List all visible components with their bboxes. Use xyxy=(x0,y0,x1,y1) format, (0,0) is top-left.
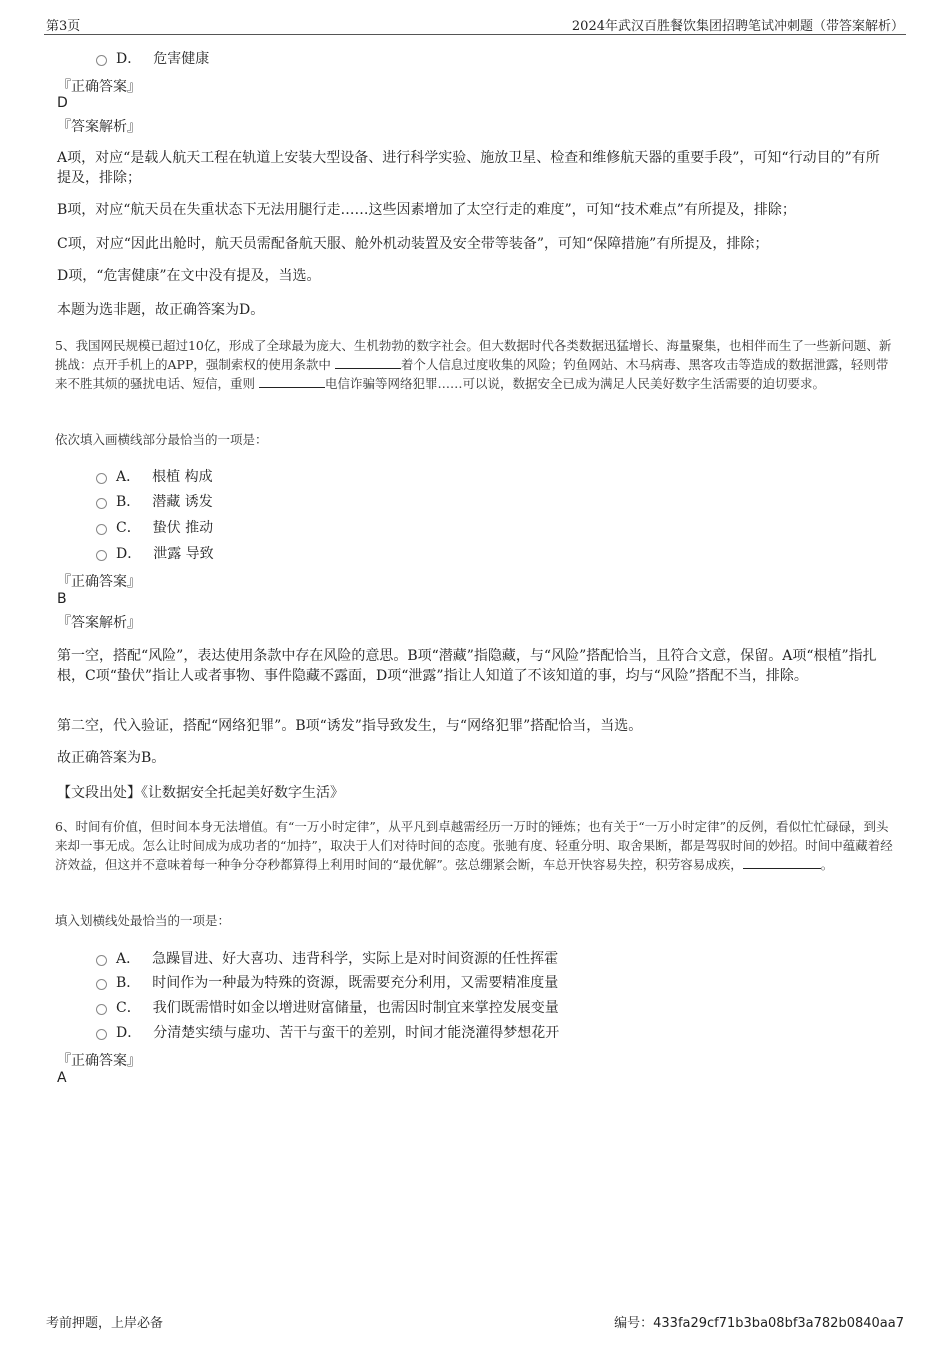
q5-option-d[interactable] xyxy=(96,543,214,563)
fill-blank xyxy=(335,356,401,369)
radio-icon[interactable] xyxy=(96,955,107,966)
prev-option-d[interactable] xyxy=(96,48,209,68)
answer-value: A xyxy=(57,1070,67,1086)
document-code: 编号：433fa29cf71b3ba08bf3a782b0840aa7 xyxy=(614,1316,904,1331)
page-footer xyxy=(44,1312,906,1332)
q5-option-c[interactable] xyxy=(96,517,213,537)
q6-option-a[interactable] xyxy=(96,948,558,968)
fill-blank xyxy=(743,856,821,869)
q6-option-d[interactable] xyxy=(96,1022,559,1042)
analysis-paragraph: B项，对应“航天员在失重状态下无法用腿行走……这些因素增加了太空行走的难度”，可知“技术难点”有所提及，排除； xyxy=(57,202,796,218)
source-citation: 【文段出处】《让数据安全托起美好数字生活》 xyxy=(57,785,344,801)
option-letter: A． xyxy=(116,951,141,967)
option-letter: D． xyxy=(116,51,142,67)
radio-icon[interactable] xyxy=(96,498,107,509)
analysis-label: 『答案解析』 xyxy=(57,615,141,631)
option-letter: C． xyxy=(116,1000,141,1016)
q5-option-b[interactable] xyxy=(96,491,213,511)
analysis-paragraph: 第二空，代入验证，搭配“网络犯罪”。B项“诱发”指导致发生，与“网络犯罪”搭配恰当，当选。 xyxy=(57,718,643,734)
analysis-paragraph: A项，对应“是载人航天工程在轨道上安装大型设备、进行科学实验、施放卫星、检查和维修航天器的重要手段”，可知“行动目的”有所提及，排除； xyxy=(57,150,880,186)
option-text: 潜藏 诱发 xyxy=(152,494,213,510)
option-text: 分清楚实绩与虚功、苦干与蛮干的差别，时间才能浇灌得梦想花开 xyxy=(153,1025,560,1041)
option-letter: D． xyxy=(116,1025,142,1041)
question-5-stem: 5、我国网民规模已超过10亿，形成了全球最为庞大、生机勃勃的数字社会。但大数据时代各类数据迅猛增长、海量聚集，也相伴而生了一些新问题、新挑战：点开手机上的APP，强制索权的使用条款中 着个人信息过度收集的风险；钓鱼网站、木马病毒、黑客攻击等造成的数据泄露，轻则带来不胜其烦的骚扰电话、短信，重则 电信诈骗等网络犯罪……可以说，数据安全已成为满足人民美好数字生活需要的迫切要求。 xyxy=(55,338,892,391)
question-5-prompt: 依次填入画横线部分最恰当的一项是： xyxy=(55,432,268,447)
radio-icon[interactable] xyxy=(96,550,107,561)
analysis-paragraph: 第一空，搭配“风险”，表达使用条款中存在风险的意思。B项“潜藏”指隐藏，与“风险”搭配恰当，且符合文意，保留。A项“根植”指扎根，C项“蛰伏”指让人或者事物、事件隐藏不露面，D项“泄露”指让人知道了不该知道的事，均与“风险”搭配不当，排除。 xyxy=(57,648,877,684)
radio-icon[interactable] xyxy=(96,55,107,66)
radio-icon[interactable] xyxy=(96,979,107,990)
option-text: 我们既需惜时如金以增进财富储量，也需因时制宜来掌控发展变量 xyxy=(152,1000,559,1016)
option-text: 危害健康 xyxy=(153,51,210,67)
radio-icon[interactable] xyxy=(96,473,107,484)
option-letter: B． xyxy=(116,494,141,510)
answer-value: B xyxy=(57,591,67,607)
option-letter: D． xyxy=(116,546,142,562)
analysis-conclusion: 故正确答案为B。 xyxy=(57,750,166,766)
option-text: 急躁冒进、好大喜功、违背科学，实际上是对时间资源的任性挥霍 xyxy=(152,951,559,967)
q6-option-b[interactable] xyxy=(96,972,558,992)
radio-icon[interactable] xyxy=(96,1004,107,1015)
analysis-label: 『答案解析』 xyxy=(57,119,141,135)
radio-icon[interactable] xyxy=(96,524,107,535)
radio-icon[interactable] xyxy=(96,1029,107,1040)
answer-label: 『正确答案』 xyxy=(57,574,141,590)
answer-value: D xyxy=(57,95,68,111)
question-6-prompt: 填入划横线处最恰当的一项是： xyxy=(55,913,231,928)
question-6-stem: 6、时间有价值，但时间本身无法增值。有“一万小时定律”，从平凡到卓越需经历一万时的锤炼；也有关于“一万小时定律”的反例，看似忙忙碌碌，到头来却一事无成。怎么让时间成为成功者的“加持”，取决于人们对待时间的态度。张驰有度、轻重分明、取舍果断，都是驾驭时间的妙招。时间中蕴藏着经济效益，但这并不意味着每一种争分夺秒都算得上利用时间的“最优解”。弦总绷紧会断，车总开快容易失控，积劳容易成疾， 。 xyxy=(55,819,893,872)
footer-slogan: 考前押题，上岸必备 xyxy=(46,1316,164,1331)
option-letter: C． xyxy=(116,520,141,536)
option-text: 泄露 导致 xyxy=(153,546,214,562)
answer-label: 『正确答案』 xyxy=(57,79,141,95)
answer-label: 『正确答案』 xyxy=(57,1053,141,1069)
option-letter: A． xyxy=(116,469,141,485)
analysis-paragraph: D项，“危害健康”在文中没有提及，当选。 xyxy=(57,268,321,284)
option-letter: B． xyxy=(116,975,141,991)
option-text: 根植 构成 xyxy=(152,469,213,485)
option-text: 蛰伏 推动 xyxy=(152,520,214,536)
option-text: 时间作为一种最为特殊的资源，既需要充分利用，又需要精准度量 xyxy=(152,975,559,991)
page-header xyxy=(44,14,906,35)
page-number: 第3页 xyxy=(46,19,81,34)
q6-option-c[interactable] xyxy=(96,997,559,1017)
document-title: 2024年武汉百胜餐饮集团招聘笔试冲刺题（带答案解析） xyxy=(571,19,904,34)
analysis-paragraph: C项，对应“因此出舱时，航天员需配备航天服、舱外机动装置及安全带等装备”，可知“保障措施”有所提及，排除； xyxy=(57,236,769,252)
fill-blank xyxy=(259,375,325,388)
analysis-conclusion: 本题为选非题，故正确答案为D。 xyxy=(57,302,265,318)
q5-option-a[interactable] xyxy=(96,466,213,486)
